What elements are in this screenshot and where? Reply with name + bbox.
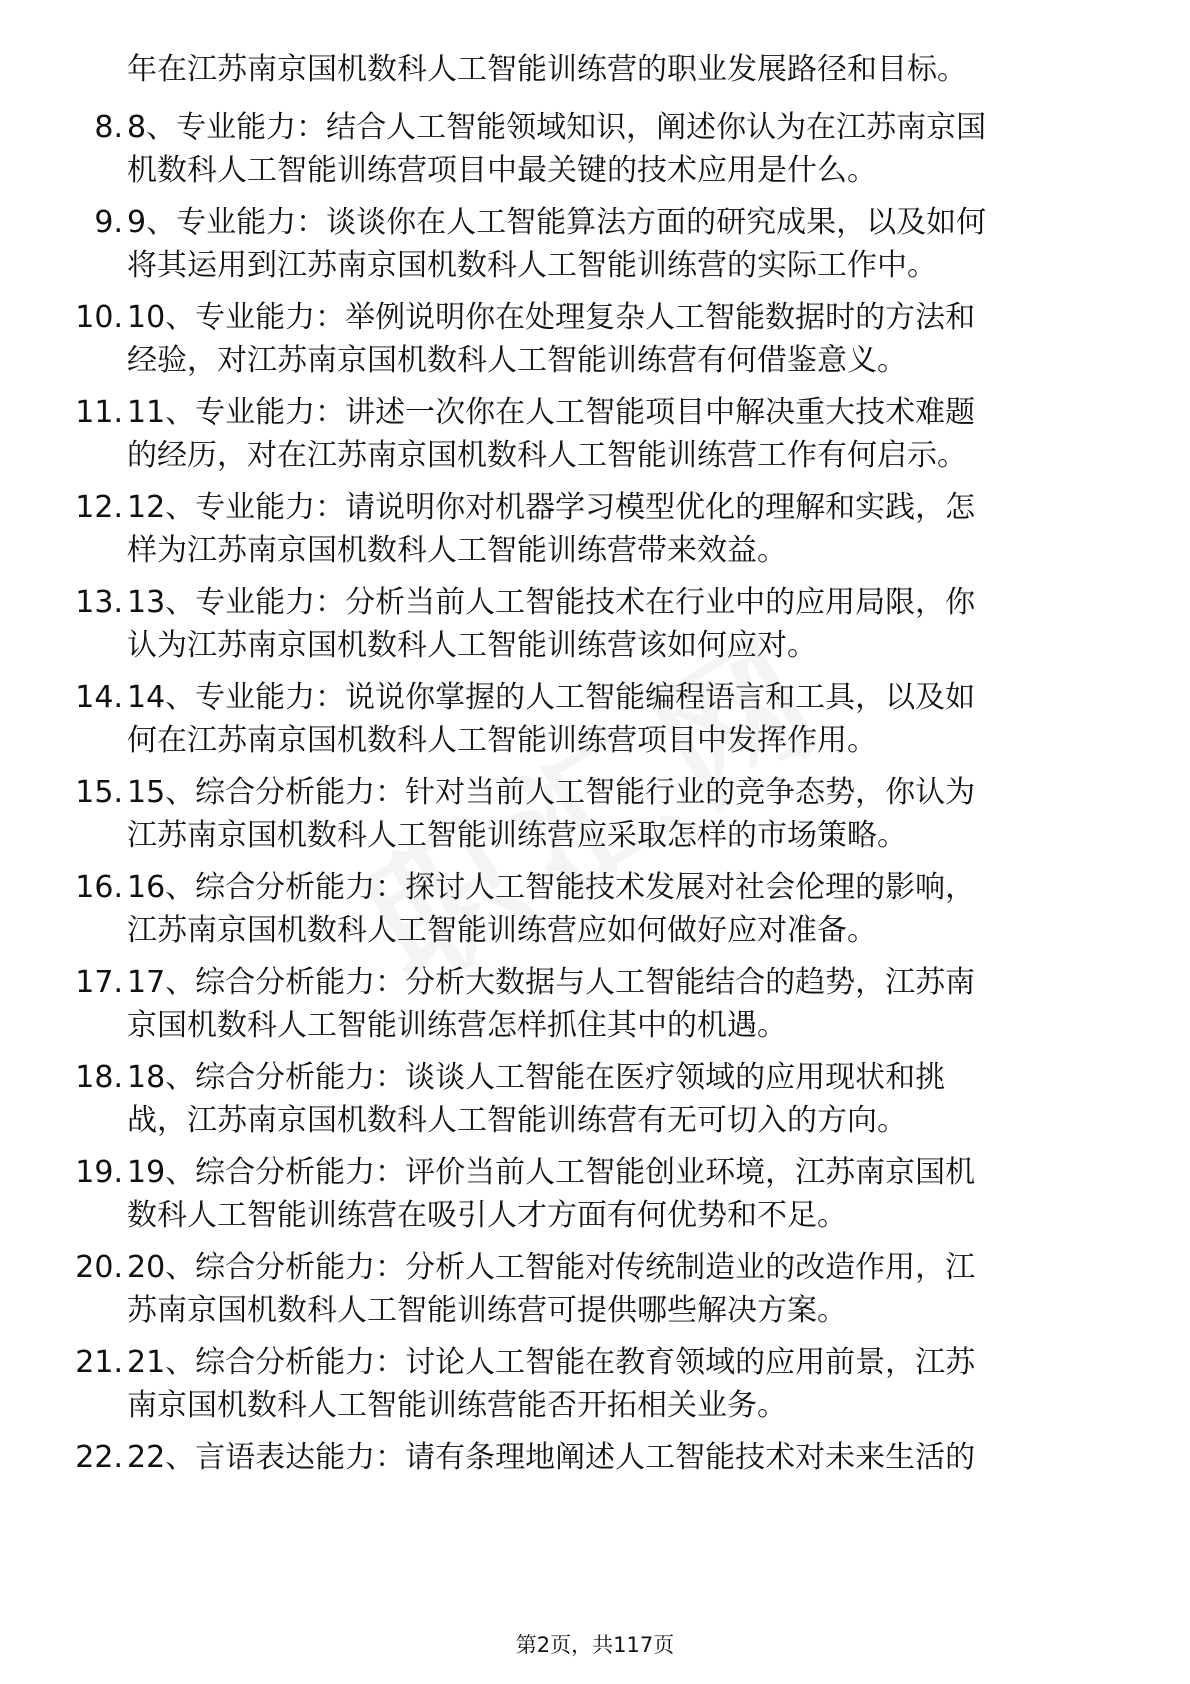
item-text-line1: 12、专业能力：请说明你对机器学习模型优化的理解和实践，怎 [127, 490, 976, 525]
list-item [0, 108, 1190, 198]
item-number: 20. [75, 1250, 123, 1285]
list-item [0, 1343, 1190, 1433]
list-item [0, 298, 1190, 388]
item-text-line1: 11、专业能力：讲述一次你在人工智能项目中解决重大技术难题 [127, 395, 976, 430]
item-number: 14. [75, 680, 123, 715]
item-number: 11. [75, 395, 123, 430]
item-text-line2: 何在江苏南京国机数科人工智能训练营项目中发挥作用。 [127, 723, 877, 758]
item-text-line1: 16、综合分析能力：探讨人工智能技术发展对社会伦理的影响， [127, 870, 976, 905]
list-item [0, 1153, 1190, 1243]
item-text-line2: 江苏南京国机数科人工智能训练营应如何做好应对准备。 [127, 913, 877, 948]
item-text-line1: 9、专业能力：谈谈你在人工智能算法方面的研究成果，以及如何 [127, 205, 987, 240]
list-item [0, 773, 1190, 863]
list-item [0, 203, 1190, 293]
list-item [0, 583, 1190, 673]
item-text-line2: 认为江苏南京国机数科人工智能训练营该如何应对。 [127, 628, 817, 663]
item-text-line1: 8、专业能力：结合人工智能领域知识，阐述你认为在江苏南京国 [127, 110, 987, 145]
item-text-line1: 18、综合分析能力：谈谈人工智能在医疗领域的应用现状和挑 [127, 1060, 946, 1095]
item-text-line2: 数科人工智能训练营在吸引人才方面有何优势和不足。 [127, 1198, 847, 1233]
item-number: 8. [94, 110, 123, 145]
list-item [0, 488, 1190, 578]
item-text-line2: 的经历，对在江苏南京国机数科人工智能训练营工作有何启示。 [127, 438, 967, 473]
item-number: 15. [75, 775, 123, 810]
item-text-line1: 21、综合分析能力：讨论人工智能在教育领域的应用前景，江苏 [127, 1345, 976, 1380]
item-text-line2: 战，江苏南京国机数科人工智能训练营有无可切入的方向。 [127, 1103, 907, 1138]
item-text-line2: 将其运用到江苏南京国机数科人工智能训练营的实际工作中。 [127, 248, 937, 283]
list-item [0, 1248, 1190, 1338]
item-number: 22. [75, 1440, 123, 1475]
item-number: 18. [75, 1060, 123, 1095]
list-item [0, 393, 1190, 483]
list-item [0, 1058, 1190, 1148]
item-text-line2: 京国机数科人工智能训练营怎样抓住其中的机遇。 [127, 1008, 787, 1043]
item-number: 21. [75, 1345, 123, 1380]
item-text-line1: 15、综合分析能力：针对当前人工智能行业的竞争态势，你认为 [127, 775, 976, 810]
item-text-line1: 22、言语表达能力：请有条理地阐述人工智能技术对未来生活的 [127, 1440, 976, 1475]
list-item [0, 868, 1190, 958]
item-number: 17. [75, 965, 123, 1000]
item-text-line2: 经验，对江苏南京国机数科人工智能训练营有何借鉴意义。 [127, 343, 907, 378]
item-number: 16. [75, 870, 123, 905]
item-text-line1: 14、专业能力：说说你掌握的人工智能编程语言和工具，以及如 [127, 680, 976, 715]
item-text-line1: 13、专业能力：分析当前人工智能技术在行业中的应用局限，你 [127, 585, 976, 620]
item-text-line1: 20、综合分析能力：分析人工智能对传统制造业的改造作用，江 [127, 1250, 976, 1285]
item-number: 9. [94, 205, 123, 240]
item-text-line2: 苏南京国机数科人工智能训练营可提供哪些解决方案。 [127, 1293, 847, 1328]
page-number-footer: 第2页，共117页 [515, 1633, 675, 1657]
item-text-line2: 南京国机数科人工智能训练营能否开拓相关业务。 [127, 1388, 787, 1423]
item-text-line1: 10、专业能力：举例说明你在处理复杂人工智能数据时的方法和 [127, 300, 976, 335]
continuation-line: 年在江苏南京国机数科人工智能训练营的职业发展路径和目标。 [127, 52, 967, 87]
item-number: 13. [75, 585, 123, 620]
item-number: 12. [75, 490, 123, 525]
item-text-line2: 江苏南京国机数科人工智能训练营应采取怎样的市场策略。 [127, 818, 907, 853]
list-item [0, 1438, 1190, 1528]
item-number: 10. [75, 300, 123, 335]
item-text-line2: 样为江苏南京国机数科人工智能训练营带来效益。 [127, 533, 787, 568]
list-item [0, 963, 1190, 1053]
item-text-line2: 机数科人工智能训练营项目中最关键的技术应用是什么。 [127, 153, 877, 188]
item-number: 19. [75, 1155, 123, 1190]
item-text-line1: 19、综合分析能力：评价当前人工智能创业环境，江苏南京国机 [127, 1155, 976, 1190]
item-text-line1: 17、综合分析能力：分析大数据与人工智能结合的趋势，江苏南 [127, 965, 976, 1000]
list-item [0, 678, 1190, 768]
